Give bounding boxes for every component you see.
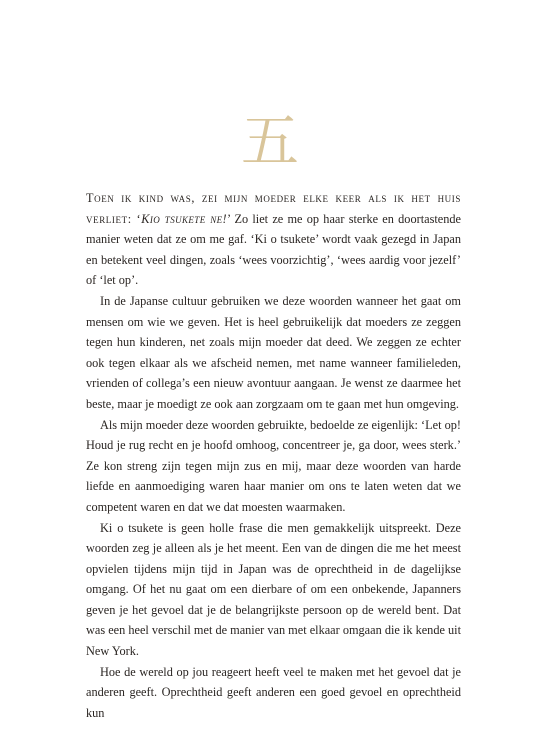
paragraph-1-lead: Toen ik kind was, zei mijn moeder elke keer als ik het huis verliet: ‘ xyxy=(86,191,461,226)
paragraph-1 xyxy=(86,188,461,291)
chapter-number-glyph: 五 xyxy=(240,107,299,175)
paragraph-4: Ki o tsukete is geen holle frase die men gemakkelijk uitspreekt. Deze woorden zeg je alleen als je het meent. Een van de dingen die me het meest opvielen tijdens mijn tijd in Japan was de oprechtheid in de dagelijkse omgang. Of het nu gaat om een dierbare of om een onbekende, Japanners geven je het gevoel dat je de belangrijkste persoon op de wereld bent. Dat was een heel verschil met de manier van met elkaar omgaan die ik kende uit New York. xyxy=(86,520,461,659)
paragraph-1-phrase: Kio tsukete ne! xyxy=(141,211,228,226)
paragraph-5: Hoe de wereld op jou reageert heeft veel te maken met het gevoel dat je anderen geeft. Oprechtheid geeft anderen een goed gevoel en oprechtheid kun xyxy=(86,664,461,720)
paragraph-1-rest: ’ Zo liet ze me op haar sterke en doortastende manier weten dat ze om me gaf. ‘Ki o tsukete’ wordt vaak gezegd in Japan en betekent veel dingen, zoals ‘wees voorzichtig’, ‘wees aardig voor jezelf’ of ‘let op’. xyxy=(86,211,461,288)
body-text xyxy=(86,188,461,723)
paragraph-2: In de Japanse cultuur gebruiken we deze woorden wanneer het gaat om mensen om wie we geven. Het is heel gebruikelijk dat moeders ze zeggen tegen hun kinderen, net zoals mijn moeder dat deed. We zeggen ze echter ook tegen elkaar als we afscheid nemen, met name wanneer familieleden, vrienden of collega’s een nieuw avontuur aangaan. Je wenst ze daarmee het beste, maar je moedigt ze ook aan zorgzaam om te gaan met hun omgeving. xyxy=(86,293,461,411)
paragraph-3: Als mijn moeder deze woorden gebruikte, bedoelde ze eigenlijk: ‘Let op! Houd je rug recht en je hoofd omhoog, concentreer je, ga door, wees sterk.’ Ze kon streng zijn tegen mijn zus en mij, maar deze woorden van harde liefde en aanmoediging waren haar manier om ons te laten weten dat we competent waren en dat we dat moesten waarmaken. xyxy=(86,417,461,514)
